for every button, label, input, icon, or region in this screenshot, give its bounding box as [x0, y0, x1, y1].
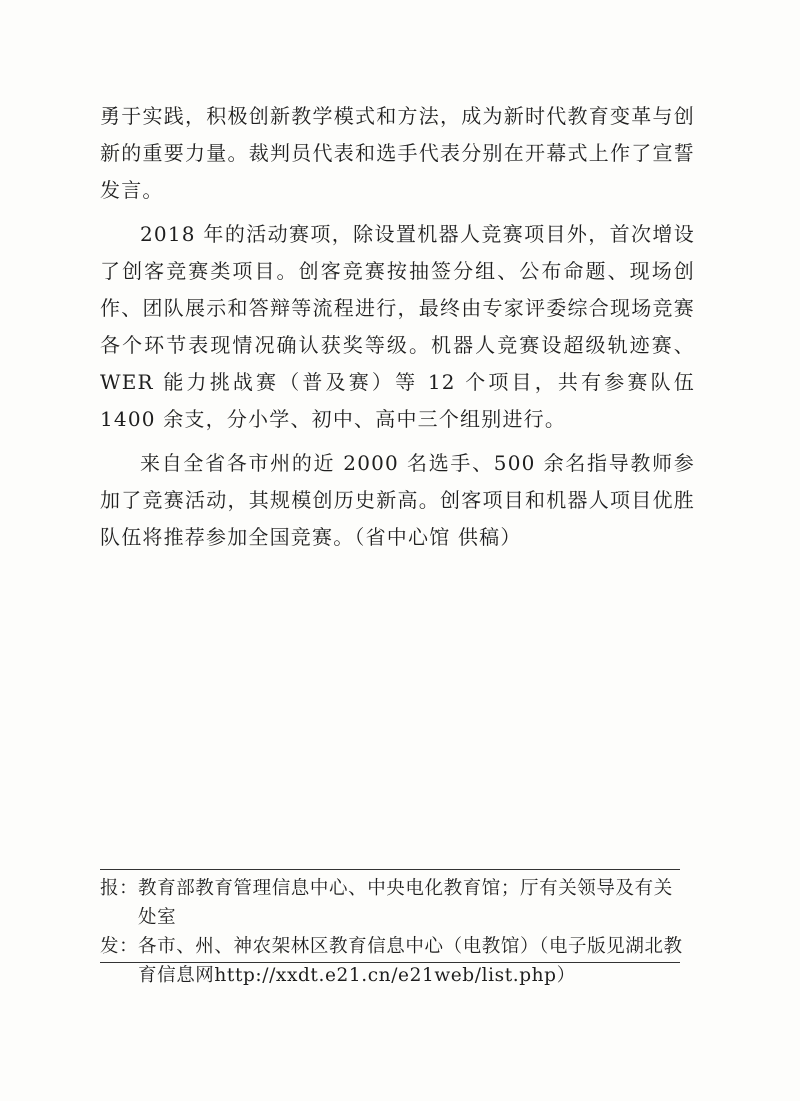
paragraph-continuation: 勇于实践，积极创新教学模式和方法，成为新时代教育变革与创新的重要力量。裁判员代表和选手代表分别在开幕式上作了宣誓发言。 [100, 104, 695, 202]
send-label: 发： [100, 936, 139, 957]
report-row [100, 874, 685, 932]
report-label: 报： [100, 878, 139, 899]
paragraph-event-items: 2018 年的活动赛项，除设置机器人竞赛项目外，首次增设了创客竞赛类项目。创客竞赛按抽签分组、公布命题、现场创作、团队展示和答辩等流程进行，最终由专家评委综合现场竞赛各个环节表现情况确认获奖等级。机器人竞赛设超级轨迹赛、WER 能力挑战赛（普及赛）等 12 个项目，共有参赛队伍 1400 余支，分小学、初中、高中三个组别进行。 [100, 222, 695, 431]
distribution-block [100, 874, 685, 990]
paragraph-participants: 来自全省各市州的近 2000 名选手、500 余名指导教师参加了竞赛活动，其规模创历史新高。创客项目和机器人项目优胜队伍将推荐参加全国竞赛。（省中心馆 供稿） [100, 451, 695, 549]
article-body [100, 98, 695, 563]
send-recipients: 各市、州、神农架林区教育信息中心（电教馆）（电子版见湖北教育信息网http://xxdt.e21.cn/e21web/list.php） [138, 936, 683, 986]
distribution-bottom-rule [100, 962, 680, 963]
send-row [100, 932, 685, 990]
report-recipients: 教育部教育管理信息中心、中央电化教育馆；厅有关领导及有关处室 [138, 878, 673, 928]
distribution-top-rule [100, 869, 680, 870]
